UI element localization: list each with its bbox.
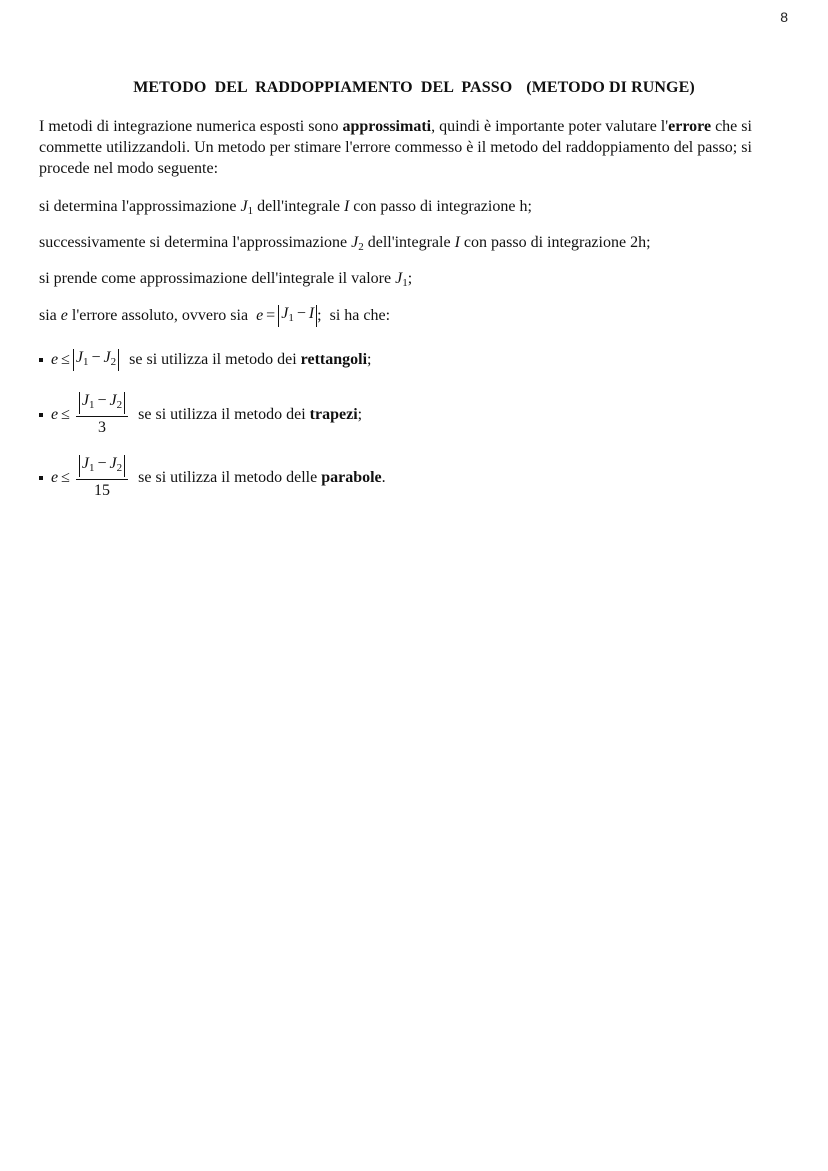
- bullet-parabole: [39, 455, 386, 500]
- intro-paragraph: [39, 116, 794, 179]
- fraction: $\frac{J_1 - J_2}{15}$: [76, 455, 128, 500]
- step-1-text: si determina l'approssimazione: [39, 198, 241, 215]
- title-main: METODO DEL RADDOPPIAMENTO DEL PASSO: [133, 79, 513, 96]
- bullet-marker: [39, 476, 43, 480]
- symbol-integral: I: [454, 234, 460, 251]
- step-2-text: successivamente si determina l'approssimazione: [39, 234, 352, 251]
- bullet-after: ;: [357, 405, 363, 423]
- intro-bold-errore: errore: [668, 118, 712, 135]
- step-1-middle: dell'integrale: [253, 198, 344, 215]
- fraction-denominator: 3: [98, 419, 107, 436]
- symbol-j2: $J_2$: [351, 234, 364, 253]
- bullet-bold: rettangoli: [300, 351, 368, 368]
- title-sub: (METODO DI RUNGE): [526, 79, 695, 96]
- step-3-text: si prende come approssimazione dell'integrale il valore: [39, 270, 396, 287]
- bullet-text: se si utilizza il metodo dei: [134, 405, 310, 423]
- bullet-marker: [39, 413, 43, 417]
- bullet-after: ;: [367, 351, 372, 368]
- symbol-j1: $J_1$: [395, 270, 408, 289]
- intro-text-1: I metodi di integrazione numerica esposti sono: [39, 118, 343, 135]
- bullet-text: se si utilizza il metodo dei: [125, 351, 301, 368]
- page-number: 8: [780, 9, 788, 25]
- intro-text-3: che si commette utilizzandoli. Un metodo per stimare l'errore commesso è il metodo del raddoppiamento del passo; si procede nel modo seguente:: [39, 118, 752, 177]
- step-2-after: con passo di integrazione 2h;: [459, 234, 651, 251]
- intro-text-2: , quindi è importante poter valutare l': [431, 118, 669, 135]
- error-bound-formula: e ≤ $\frac{J_1 - J_2}{3}$: [51, 392, 134, 437]
- bullet-marker: [39, 358, 43, 362]
- step-1-after: con passo di integrazione h;: [349, 198, 532, 215]
- page-title: [0, 79, 828, 97]
- bullet-after: .: [381, 468, 386, 486]
- step-1-paragraph: [39, 196, 794, 222]
- step-4-paragraph: [39, 305, 390, 327]
- step-3-paragraph: [39, 268, 794, 294]
- step-4-after: ; si ha che:: [317, 307, 391, 324]
- step-2-middle: dell'integrale: [363, 234, 455, 251]
- error-bound-formula: e ≤ $\frac{J_1 - J_2}{15}$: [51, 455, 134, 500]
- step-2-paragraph: [39, 232, 794, 258]
- bullet-trapezi: [39, 392, 362, 437]
- bullet-rettangoli: [39, 349, 371, 371]
- step-4-middle: l'errore assoluto, ovvero sia: [67, 307, 253, 324]
- bullet-bold: trapezi: [309, 405, 358, 423]
- step-4-text: sia: [39, 307, 61, 324]
- step-3-after: ;: [407, 270, 413, 287]
- intro-bold-approssimati: approssimati: [342, 118, 432, 135]
- bullet-bold: parabole: [321, 468, 382, 486]
- absolute-error-formula: e = $J_1 - I$: [256, 305, 317, 327]
- symbol-j1: $J_1$: [240, 198, 254, 217]
- fraction-denominator: 15: [94, 482, 111, 499]
- error-bound-formula: e ≤ $J_1 - J_2$: [51, 349, 119, 371]
- symbol-integral: I: [343, 198, 350, 215]
- bullet-text: se si utilizza il metodo delle: [134, 468, 322, 486]
- fraction: $\frac{J_1 - J_2}{3}$: [76, 392, 128, 437]
- symbol-e: e: [60, 307, 68, 324]
